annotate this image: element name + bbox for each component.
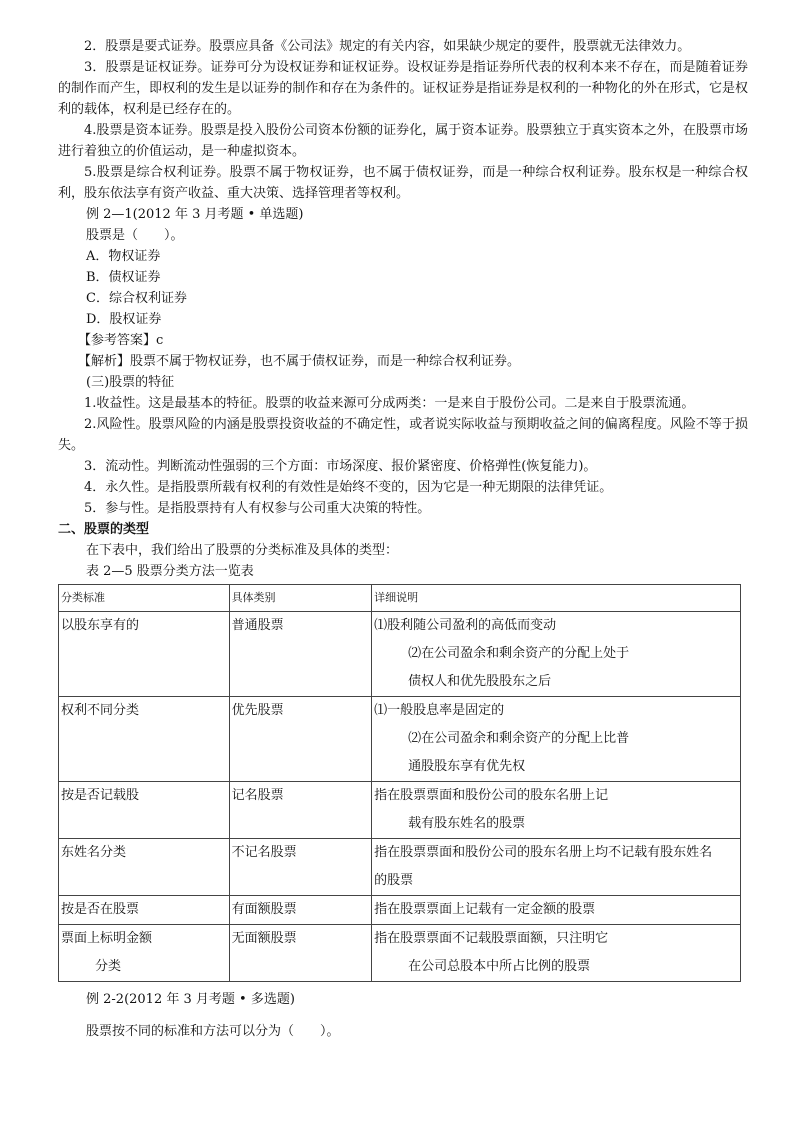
row-criterion: 按是否记载股 [59, 782, 230, 839]
feature-risk: 2.风险性。股票风险的内涵是股票投资收益的不确定性，或者说实际收益与预期收益之间的偏离程度。风险不等于损失。 [58, 417, 748, 453]
row-criterion: 东姓名分类 [59, 839, 230, 896]
table-row [59, 612, 741, 697]
row-category: 优先股票 [229, 697, 372, 782]
header-category: 具体类别 [229, 585, 372, 612]
row-criterion: 权利不同分类 [59, 697, 230, 782]
option-d: D．股权证券 [86, 312, 162, 327]
section-heading-stock-types: 二、股票的类型 [58, 522, 150, 537]
detail-line: 指在股票票面不记载股票面额，只注明它 [374, 931, 609, 946]
table-row [59, 896, 741, 925]
feature-permanence: 4．永久性。是指股票所载有权利的有效性是始终不变的，因为它是一种无期限的法律凭证。 [84, 480, 613, 495]
paragraph-formal-security: 2．股票是要式证券。股票应具备《公司法》规定的有关内容，如果缺少规定的要件，股票就无法律效力。 [84, 39, 691, 54]
example-2 [58, 988, 748, 1044]
document-page [58, 36, 748, 1044]
feature-liquidity: 3．流动性。判断流动性强弱的三个方面：市场深度、报价紧密度、价格弹性(恢复能力)。 [84, 459, 597, 474]
row-category: 不记名股票 [229, 839, 372, 896]
row-category: 记名股票 [229, 782, 372, 839]
header-criterion: 分类标准 [59, 585, 230, 612]
criterion-line: 票面上标明金额 [61, 931, 153, 946]
detail-line: 通股股东享有优先权 [408, 759, 526, 774]
row-category: 无面额股票 [229, 925, 372, 982]
row-criterion: 以股东享有的 [59, 612, 230, 697]
detail-line: 的股票 [374, 873, 414, 888]
detail-line: ⑵在公司盈余和剩余资产的分配上处于 [408, 646, 630, 661]
option-a: A．物权证券 [86, 249, 161, 264]
example-1-question: 股票是（ ）。 [86, 228, 184, 243]
detail-line: 指在股票票面上记载有一定金额的股票 [374, 902, 596, 917]
row-criterion: 按是否在股票 [59, 896, 230, 925]
section-intro: 在下表中，我们给出了股票的分类标准及具体的类型： [86, 543, 399, 558]
row-criterion [59, 925, 230, 982]
example-2-question: 股票按不同的标准和方法可以分为（ ）。 [86, 1024, 340, 1039]
detail-line: ⑵在公司盈余和剩余资产的分配上比普 [408, 731, 630, 746]
table-row [59, 925, 741, 982]
detail-line: 债权人和优先股股东之后 [408, 674, 552, 689]
example-1-title: 例 2—1(2012 年 3 月考题 • 单选题) [86, 207, 304, 222]
row-detail [372, 782, 741, 839]
feature-profitability: 1.收益性。这是最基本的特征。股票的收益来源可分成两类：一是来自于股份公司。二是来自于股票流通。 [84, 396, 695, 411]
option-b: B．债权证券 [86, 270, 161, 285]
option-c: C．综合权利证券 [86, 291, 187, 306]
detail-line: 指在股票票面和股份公司的股东名册上记 [374, 788, 609, 803]
row-detail [372, 896, 741, 925]
detail-line: 在公司总股本中所占比例的股票 [408, 959, 591, 974]
table-caption: 表 2—5 股票分类方法一览表 [86, 564, 254, 579]
table-header-row [59, 585, 741, 612]
row-detail [372, 925, 741, 982]
row-detail [372, 839, 741, 896]
table-row [59, 782, 741, 839]
feature-participation: 5．参与性。是指股票持有人有权参与公司重大决策的特性。 [84, 501, 431, 516]
table-row [59, 839, 741, 896]
paragraph-evidence-security: 3．股票是证权证券。证券可分为设权证券和证权证券。设权证券是指证券所代表的权利本来不存在，而是随着证券的制作而产生，即权利的发生是以证券的制作和存在为条件的。证权证券是指证券是权利的一种物化的外在形式，它是权利的载体，权利是已经存在的。 [58, 60, 748, 117]
header-detail: 详细说明 [372, 585, 741, 612]
example-2-title: 例 2-2(2012 年 3 月考题 • 多选题) [86, 992, 295, 1007]
row-category: 普通股票 [229, 612, 372, 697]
detail-line: 载有股东姓名的股票 [408, 816, 526, 831]
reference-answer: 【参考答案】c [78, 333, 164, 348]
detail-line: ⑴一般股息率是固定的 [374, 703, 505, 718]
paragraph-comprehensive-rights: 5.股票是综合权利证券。股票不属于物权证券，也不属于债权证券，而是一种综合权利证券。股东权是一种综合权利，股东依法享有资产收益、重大决策、选择管理者等权利。 [58, 165, 748, 201]
answer-analysis: 【解析】股票不属于物权证券，也不属于债权证券，而是一种综合权利证券。 [78, 354, 521, 369]
table-row [59, 697, 741, 782]
row-detail [372, 612, 741, 697]
row-detail [372, 697, 741, 782]
criterion-line: 分类 [95, 959, 122, 974]
stock-classification-table [58, 584, 741, 982]
features-heading: (三)股票的特征 [86, 375, 175, 390]
detail-line: 指在股票票面和股份公司的股东名册上均不记载有股东姓名 [374, 845, 713, 860]
row-category: 有面额股票 [229, 896, 372, 925]
detail-line: ⑴股利随公司盈利的高低而变动 [374, 618, 557, 633]
paragraph-capital-security: 4.股票是资本证券。股票是投入股份公司资本份额的证券化，属于资本证券。股票独立于真实资本之外，在股票市场进行着独立的价值运动，是一种虚拟资本。 [58, 123, 748, 159]
